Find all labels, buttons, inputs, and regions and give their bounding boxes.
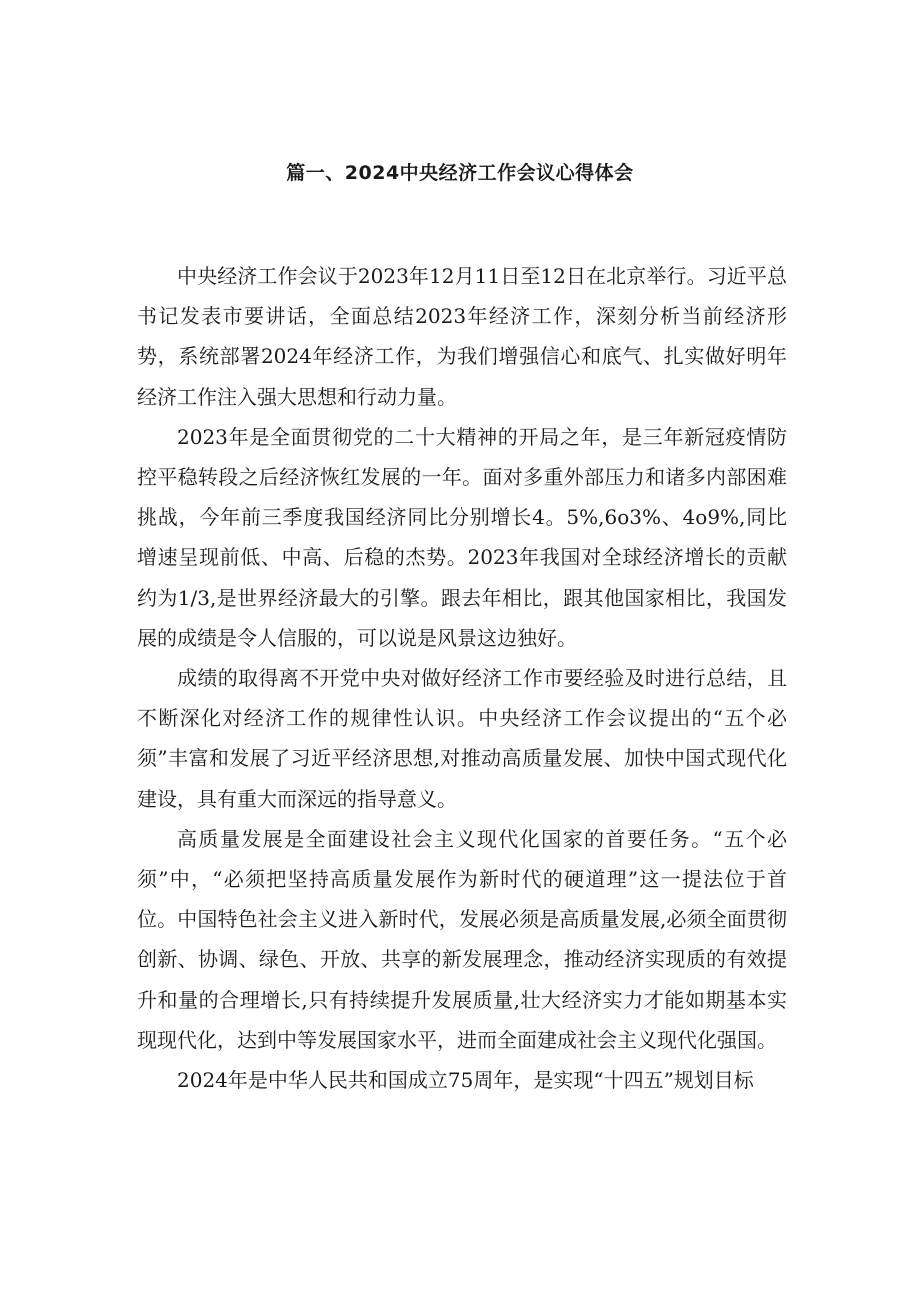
- paragraph-1: 中央经济工作会议于2023年12月11日至12日在北京举行。习近平总书记发表市要讲话，全面总结2023年经济工作，深刻分析当前经济形势，系统部署2024年经济工作，为我们增强信心和底气、扎实做好明年经济工作注入强大思想和行动力量。: [137, 264, 787, 409]
- paragraph-4: 高质量发展是全面建设社会主义现代化国家的首要任务。“五个必须”中，“必须把坚持高质量发展作为新时代的硬道理”这一提法位于首位。中国特色社会主义进入新时代，发展必须是高质量发展,必须全面贯彻创新、协调、绿色、开放、共享的新发展理念，推动经济实现质的有效提升和量的合理增长,只有持续提升发展质量,壮大经济实力才能如期基本实现现代化，达到中等发展国家水平，进而全面建成社会主义现代化强国。: [137, 826, 787, 1052]
- document-body: [137, 256, 787, 1100]
- paragraph-2: 2023年是全面贯彻党的二十大精神的开局之年，是三年新冠疫情防控平稳转段之后经济恢红发展的一年。面对多重外部压力和诸多内部困难挑战，今年前三季度我国经济同比分别增长4。5%,6o3%、4o9%,同比增速呈现前低、中高、后稳的杰势。2023年我国对全球经济增长的贡献约为1/3,是世界经济最大的引擎。跟去年相比，跟其他国家相比，我国发展的成绩是令人信服的，可以说是风景这边独好。: [137, 424, 787, 650]
- paragraph-3: 成绩的取得离不开党中央对做好经济工作市要经验及时进行总结，且不断深化对经济工作的规律性认识。中央经济工作会议提出的“五个必须”丰富和发展了习近平经济思想,对推动高质量发展、加快中国式现代化建设，具有重大而深远的指导意义。: [137, 666, 787, 811]
- document-title: 篇一、2024中央经济工作会议心得体会: [286, 162, 634, 184]
- paragraph-5: 2024年是中华人民共和国成立75周年，是实现“十四五”规划目标: [177, 1068, 754, 1093]
